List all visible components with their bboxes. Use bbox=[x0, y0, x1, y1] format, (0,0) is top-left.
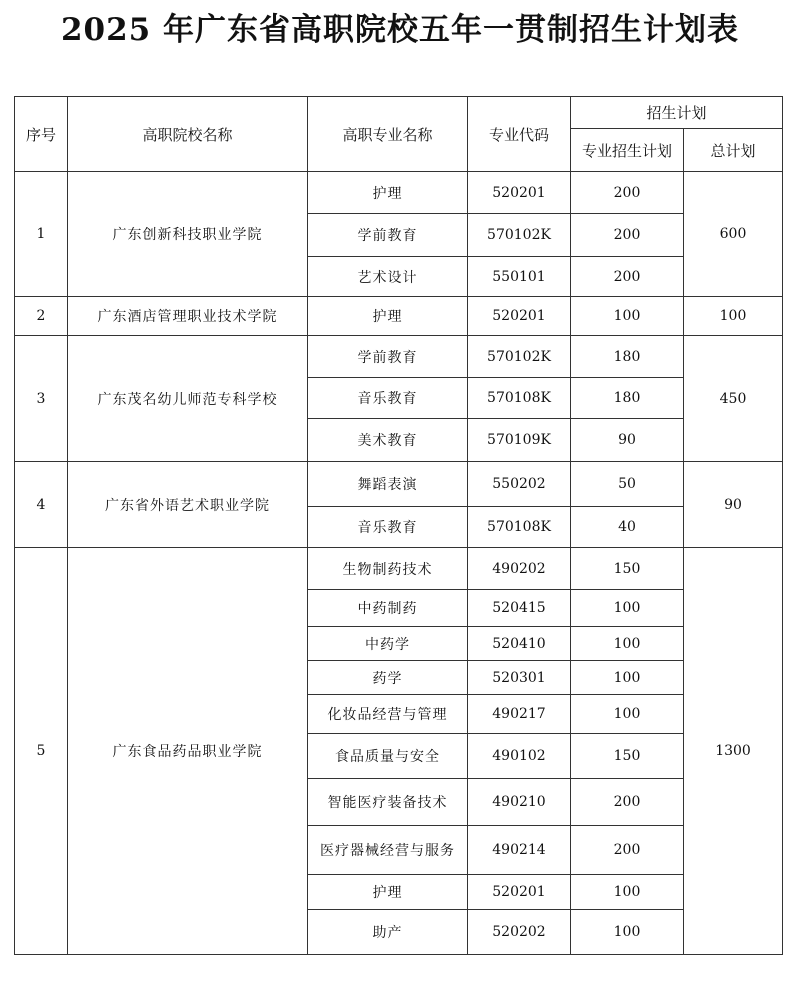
school-name-cell: 广东食品药品职业学院 bbox=[68, 548, 308, 955]
table-header bbox=[15, 97, 783, 172]
major-code-cell: 570109K bbox=[468, 419, 571, 462]
major-code-cell: 490210 bbox=[468, 779, 571, 826]
major-code-cell: 570102K bbox=[468, 336, 571, 378]
major-name-cell: 音乐教育 bbox=[308, 378, 468, 419]
school-name-cell: 广东创新科技职业学院 bbox=[68, 172, 308, 297]
major-plan-cell: 100 bbox=[571, 910, 684, 955]
major-code-cell: 520410 bbox=[468, 627, 571, 661]
header-major: 高职专业名称 bbox=[308, 97, 468, 172]
table-row bbox=[15, 548, 783, 590]
major-code-cell: 490202 bbox=[468, 548, 571, 590]
table-row bbox=[15, 462, 783, 507]
major-plan-cell: 100 bbox=[571, 590, 684, 627]
page-title: 2025 年广东省高职院校五年一贯制招生计划表 bbox=[60, 12, 740, 48]
header-major-plan: 专业招生计划 bbox=[571, 129, 684, 172]
major-code-cell: 520202 bbox=[468, 910, 571, 955]
major-plan-cell: 180 bbox=[571, 336, 684, 378]
major-name-cell: 医疗器械经营与服务 bbox=[308, 826, 468, 875]
major-plan-cell: 200 bbox=[571, 779, 684, 826]
major-name-cell: 食品质量与安全 bbox=[308, 734, 468, 779]
major-plan-cell: 100 bbox=[571, 661, 684, 695]
header-code: 专业代码 bbox=[468, 97, 571, 172]
major-name-cell: 学前教育 bbox=[308, 336, 468, 378]
major-plan-cell: 150 bbox=[571, 734, 684, 779]
seq-cell: 5 bbox=[15, 548, 68, 955]
major-name-cell: 中药学 bbox=[308, 627, 468, 661]
total-plan-cell: 90 bbox=[684, 462, 783, 548]
total-plan-cell: 1300 bbox=[684, 548, 783, 955]
major-plan-cell: 100 bbox=[571, 875, 684, 910]
seq-cell: 3 bbox=[15, 336, 68, 462]
table-row bbox=[15, 172, 783, 214]
major-plan-cell: 100 bbox=[571, 297, 684, 336]
table-body bbox=[15, 172, 783, 955]
seq-cell: 2 bbox=[15, 297, 68, 336]
school-name-cell: 广东酒店管理职业技术学院 bbox=[68, 297, 308, 336]
seq-cell: 4 bbox=[15, 462, 68, 548]
major-name-cell: 美术教育 bbox=[308, 419, 468, 462]
major-code-cell: 490102 bbox=[468, 734, 571, 779]
major-name-cell: 生物制药技术 bbox=[308, 548, 468, 590]
major-name-cell: 中药制药 bbox=[308, 590, 468, 627]
major-name-cell: 化妆品经营与管理 bbox=[308, 695, 468, 734]
header-plan: 招生计划 bbox=[571, 97, 783, 129]
major-code-cell: 570108K bbox=[468, 378, 571, 419]
major-name-cell: 学前教育 bbox=[308, 214, 468, 257]
major-plan-cell: 150 bbox=[571, 548, 684, 590]
school-name-cell: 广东茂名幼儿师范专科学校 bbox=[68, 336, 308, 462]
major-code-cell: 520201 bbox=[468, 172, 571, 214]
header-seq: 序号 bbox=[15, 97, 68, 172]
enrollment-plan-table bbox=[14, 96, 783, 955]
major-name-cell: 护理 bbox=[308, 172, 468, 214]
major-plan-cell: 200 bbox=[571, 214, 684, 257]
major-name-cell: 舞蹈表演 bbox=[308, 462, 468, 507]
total-plan-cell: 100 bbox=[684, 297, 783, 336]
major-plan-cell: 100 bbox=[571, 627, 684, 661]
table-row bbox=[15, 297, 783, 336]
major-code-cell: 520201 bbox=[468, 297, 571, 336]
major-name-cell: 助产 bbox=[308, 910, 468, 955]
major-plan-cell: 200 bbox=[571, 826, 684, 875]
major-code-cell: 570102K bbox=[468, 214, 571, 257]
major-name-cell: 智能医疗装备技术 bbox=[308, 779, 468, 826]
major-name-cell: 艺术设计 bbox=[308, 257, 468, 297]
major-code-cell: 520415 bbox=[468, 590, 571, 627]
table-row bbox=[15, 336, 783, 378]
major-plan-cell: 90 bbox=[571, 419, 684, 462]
major-code-cell: 570108K bbox=[468, 507, 571, 548]
major-name-cell: 护理 bbox=[308, 297, 468, 336]
major-plan-cell: 40 bbox=[571, 507, 684, 548]
school-name-cell: 广东省外语艺术职业学院 bbox=[68, 462, 308, 548]
major-plan-cell: 50 bbox=[571, 462, 684, 507]
major-name-cell: 护理 bbox=[308, 875, 468, 910]
major-code-cell: 550202 bbox=[468, 462, 571, 507]
seq-cell: 1 bbox=[15, 172, 68, 297]
major-code-cell: 490217 bbox=[468, 695, 571, 734]
header-total-plan: 总计划 bbox=[684, 129, 783, 172]
major-code-cell: 520201 bbox=[468, 875, 571, 910]
major-plan-cell: 200 bbox=[571, 172, 684, 214]
major-plan-cell: 180 bbox=[571, 378, 684, 419]
major-code-cell: 520301 bbox=[468, 661, 571, 695]
total-plan-cell: 450 bbox=[684, 336, 783, 462]
major-plan-cell: 100 bbox=[571, 695, 684, 734]
major-code-cell: 490214 bbox=[468, 826, 571, 875]
major-name-cell: 药学 bbox=[308, 661, 468, 695]
major-name-cell: 音乐教育 bbox=[308, 507, 468, 548]
header-school: 高职院校名称 bbox=[68, 97, 308, 172]
major-plan-cell: 200 bbox=[571, 257, 684, 297]
total-plan-cell: 600 bbox=[684, 172, 783, 297]
major-code-cell: 550101 bbox=[468, 257, 571, 297]
